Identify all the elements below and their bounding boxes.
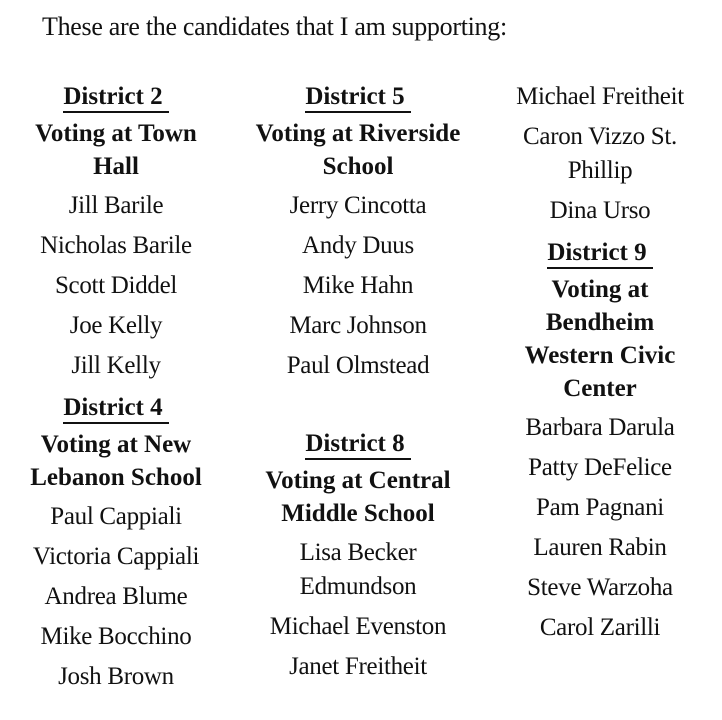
district-name: District 8 [305,430,410,460]
district-5-heading [246,80,470,183]
candidate-name: Marc Johnson [289,312,427,339]
polling-location: Voting at Town Hall [35,120,197,180]
column-3 [488,80,712,645]
district-name: District 9 [547,239,652,269]
district-name: District 2 [63,83,168,113]
candidate-name: Andy Duus [302,232,414,259]
candidate-name: Lauren Rabin [533,534,667,561]
candidate-name: Mike Hahn [302,272,414,299]
candidate-name: Scott Diddel [54,272,178,299]
candidate-name: Paul Olmstead [286,352,430,379]
district-9-heading [488,236,712,405]
polling-location: Voting at New Lebanon School [30,431,202,491]
district-8-heading [246,427,470,530]
candidate-name: Janet Freitheit [289,653,427,680]
district-4-heading [8,391,224,494]
intro-text: These are the candidates that I am supporting: [42,12,507,41]
candidate-name: Jill Kelly [71,352,161,379]
candidate-name: Joe Kelly [69,312,163,339]
candidate-name: Lisa Becker Edmundson [299,539,417,600]
candidate-name: Caron Vizzo St. Phillip [523,123,677,184]
candidate-name: Carol Zarilli [539,614,661,641]
candidate-name: Michael Evenston [269,613,447,640]
column-1 [8,80,224,694]
candidate-name: Mike Bocchino [40,623,192,650]
candidate-name: Barbara Darula [525,414,675,441]
candidate-name: Dina Urso [549,197,651,224]
candidate-name: Jerry Cincotta [289,192,427,219]
candidate-name: Paul Cappiali [50,503,182,530]
candidate-name: Andrea Blume [44,583,188,610]
candidate-name: Patty DeFelice [528,454,672,481]
polling-location: Voting at Riverside School [255,120,461,180]
column-2 [246,80,470,684]
candidate-name: Jill Barile [68,192,164,219]
district-2-heading [8,80,224,183]
polling-location: Voting at Bendheim Western Civic Center [524,276,676,402]
candidate-name: Michael Freitheit [516,83,684,110]
district-name: District 5 [305,83,410,113]
candidate-name: Pam Pagnani [536,494,664,521]
candidate-name: Victoria Cappiali [32,543,200,570]
polling-location: Voting at Central Middle School [265,467,451,527]
candidate-name: Nicholas Barile [40,232,192,259]
candidate-name: Josh Brown [58,663,174,690]
candidate-name: Steve Warzoha [527,574,673,601]
district-name: District 4 [63,394,168,424]
